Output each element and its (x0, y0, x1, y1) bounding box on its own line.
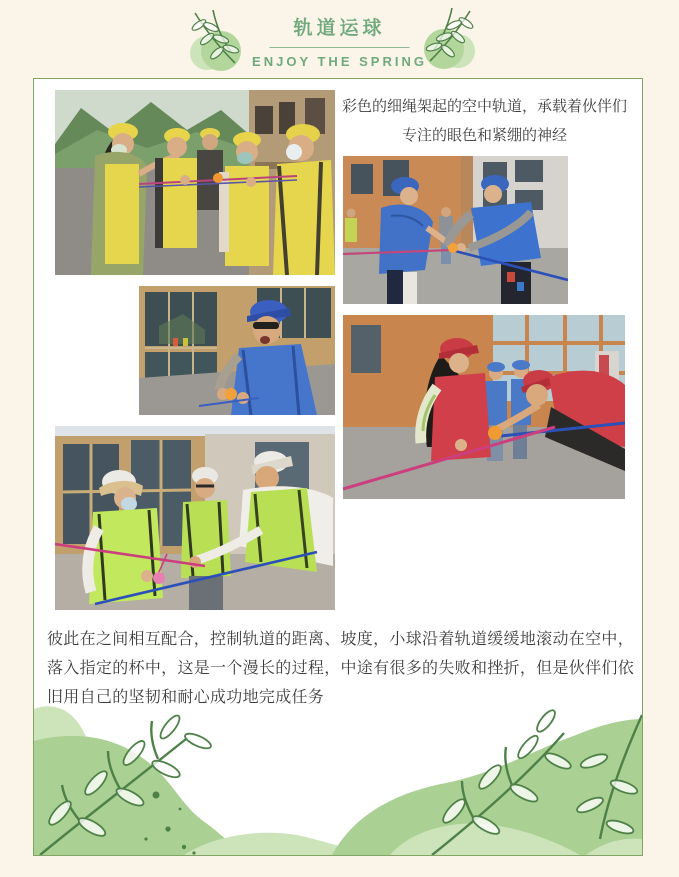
article-header (0, 0, 679, 78)
photo-green-team[interactable] (55, 426, 335, 610)
page-title: 轨道运球 (293, 18, 386, 39)
header-title-block (252, 13, 427, 69)
leaf-branch-decoration-right (416, 3, 482, 71)
page-subtitle: ENJOY THE SPRING (252, 54, 427, 69)
body-paragraph: 彼此在之间相互配合，控制轨道的距离、坡度，小球沿着轨道缓缓地滚动在空中，落入指定的杯中，这是一个漫长的过程，中途有很多的失败和挫折，但是伙伴们依旧用自己的坚韧和耐心成功地完成任务 (47, 631, 634, 706)
leaf-branch-decoration-left (183, 5, 249, 73)
article-card (33, 78, 643, 856)
intro-line-2: 专注的眼色和紧绷的神经 (401, 127, 567, 144)
photo-blue-man-ball[interactable] (139, 286, 335, 415)
intro-line-1: 彩色的细绳架起的空中轨道，承载着伙伴们 (341, 98, 627, 115)
intro-text (327, 92, 642, 150)
header-divider (270, 47, 410, 48)
photo-blue-pair[interactable] (343, 156, 568, 304)
photo-red-pair[interactable] (343, 315, 625, 499)
photo-yellow-team[interactable] (55, 90, 335, 275)
